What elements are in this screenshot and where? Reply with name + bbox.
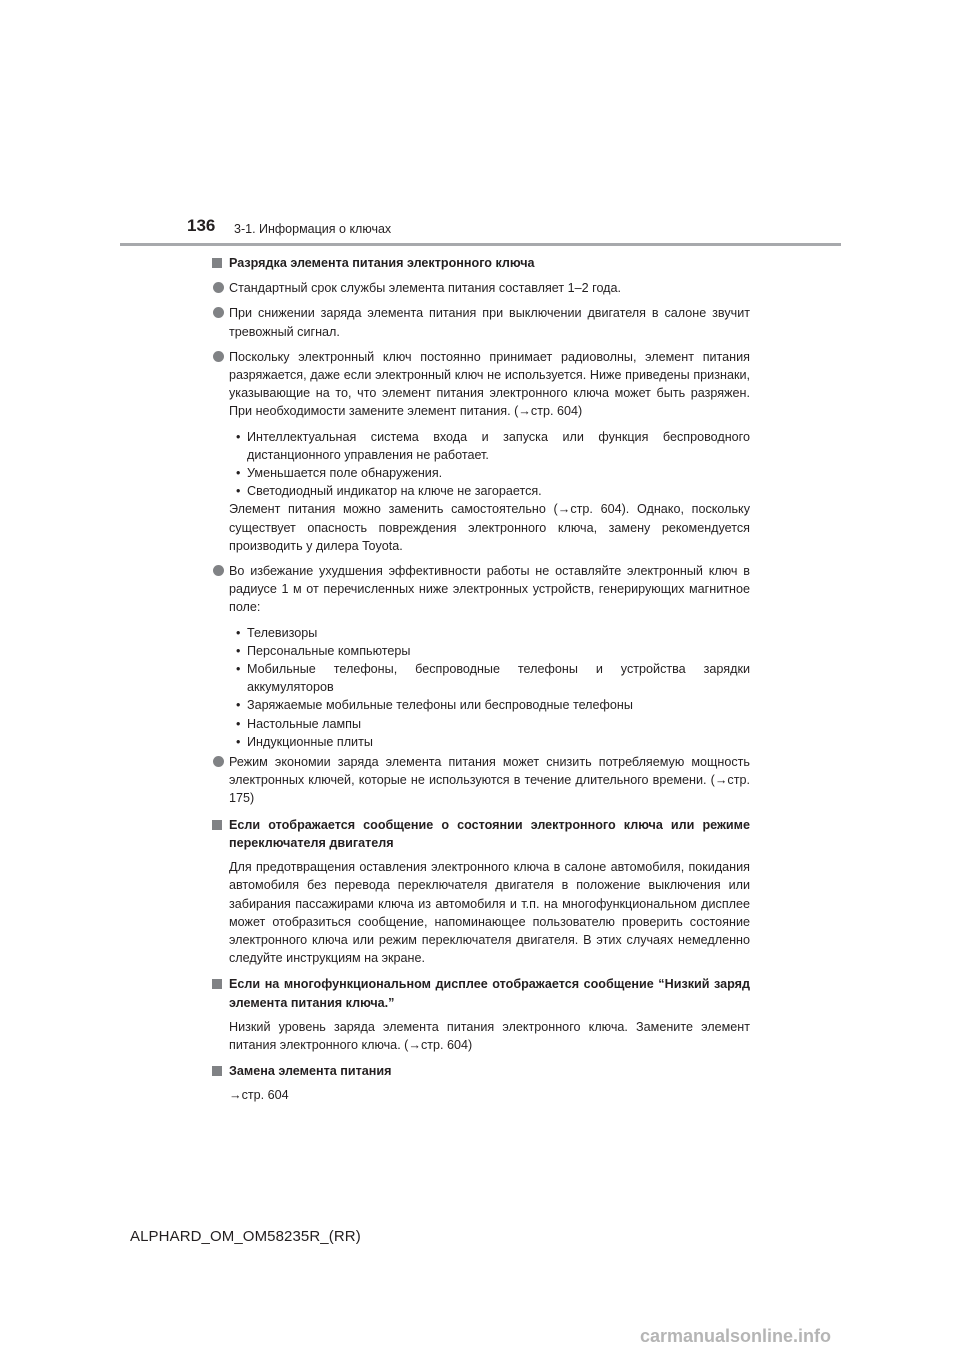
page-reference-link[interactable]: →стр. 604 [229, 1088, 289, 1103]
page-content [212, 254, 750, 1105]
circle-bullet-icon [213, 565, 224, 576]
section-title: 3-1. Информация о ключах [234, 222, 392, 236]
page-number: 136 [187, 216, 216, 235]
sub-bullet: • Телевизоры [236, 624, 750, 642]
symptom-list [212, 428, 750, 501]
page-header [0, 0, 960, 250]
heading-low-battery-message [212, 975, 750, 1011]
sub-bullet: • Светодиодный индикатор на ключе не загорается. [236, 482, 750, 500]
heading-text: Замена элемента питания [229, 1064, 392, 1079]
circle-bullet-icon [213, 756, 224, 767]
heading-battery-replacement [212, 1062, 750, 1080]
sub-bullet: • Мобильные телефоны, беспроводные телефоны и устройства зарядки аккумуляторов [236, 660, 750, 696]
list-item [212, 562, 750, 617]
document-id: ALPHARD_OM_OM58235R_(RR) [130, 1228, 361, 1245]
sub-bullet: • Индукционные плиты [236, 733, 750, 751]
square-bullet-icon [212, 979, 222, 989]
heading-text: Если отображается сообщение о состоянии электронного ключа или режиме переключателя двигателя [229, 817, 750, 850]
sub-bullet: • Заряжаемые мобильные телефоны или беспроводные телефоны [236, 696, 750, 714]
sub-bullet: • Настольные лампы [236, 715, 750, 733]
item-text: При снижении заряда элемента питания при выключении двигателя в салоне звучит тревожный сигнал. [229, 306, 750, 339]
item-text: Во избежание ухудшения эффективности работы не оставляйте электронный ключ в радиусе 1 м от перечисленных ниже электронных устройств, генерирующих магнитное поле: [229, 564, 750, 615]
item-text: Режим экономии заряда элемента питания может снизить потребляемую мощность электронных ключей, которые не используются в течение длительного времени. (→стр. 175) [229, 755, 750, 806]
list-item [212, 348, 750, 421]
heading-battery-discharge [212, 254, 750, 272]
heading-message-display [212, 816, 750, 852]
replacement-note: Элемент питания можно заменить самостоятельно (→стр. 604). Однако, поскольку существует опасность повреждения электронного ключа, замену рекомендуется производить у дилера Toyota. [229, 502, 750, 553]
list-item [212, 279, 750, 297]
sub-bullet: • Интеллектуальная система входа и запуска или функция беспроводного дистанционного управления не работает. [236, 428, 750, 464]
circle-bullet-icon [213, 351, 224, 362]
square-bullet-icon [212, 258, 222, 268]
circle-bullet-icon [213, 307, 224, 318]
item-text: Стандартный срок службы элемента питания составляет 1–2 года. [229, 281, 622, 296]
list-item [212, 753, 750, 808]
square-bullet-icon [212, 1066, 222, 1076]
square-bullet-icon [212, 820, 222, 830]
heading-text: Если на многофункциональном дисплее отображается сообщение “Низкий заряд элемента питания ключа.” [229, 977, 750, 1010]
header-divider [120, 243, 841, 246]
sub-bullet: • Уменьшается поле обнаружения. [236, 464, 750, 482]
circle-bullet-icon [213, 282, 224, 293]
item-text: Поскольку электронный ключ постоянно принимает радиоволны, элемент питания разряжается, даже если электронный ключ не используется. Ниже приведены признаки, указывающие на то, что элемент питания электронного ключа может быть разряжен. При необходимости замените элемент питания. (→стр. 604) [229, 349, 750, 419]
section-body: Для предотвращения оставления электронного ключа в салоне автомобиля, покидания автомобиля без перевода переключателя двигателя в положение выключения или забирания пассажирами ключа из автомобиля и т.п. на многофункциональном дисплее может отобразиться сообщение, напоминающее пользователю проверить состояние электронного ключа или режим переключателя двигателя. В этих случаях немедленно следуйте инструкциям на экране. [229, 860, 750, 966]
watermark: carmanualsonline.info [640, 1326, 832, 1346]
heading-text: Разрядка элемента питания электронного ключа [229, 256, 535, 270]
list-item [212, 304, 750, 340]
sub-bullet: • Персональные компьютеры [236, 642, 750, 660]
device-list [212, 624, 750, 751]
section-body: Низкий уровень заряда элемента питания электронного ключа. Замените элемент питания электронного ключа. (→стр. 604) [229, 1019, 750, 1052]
